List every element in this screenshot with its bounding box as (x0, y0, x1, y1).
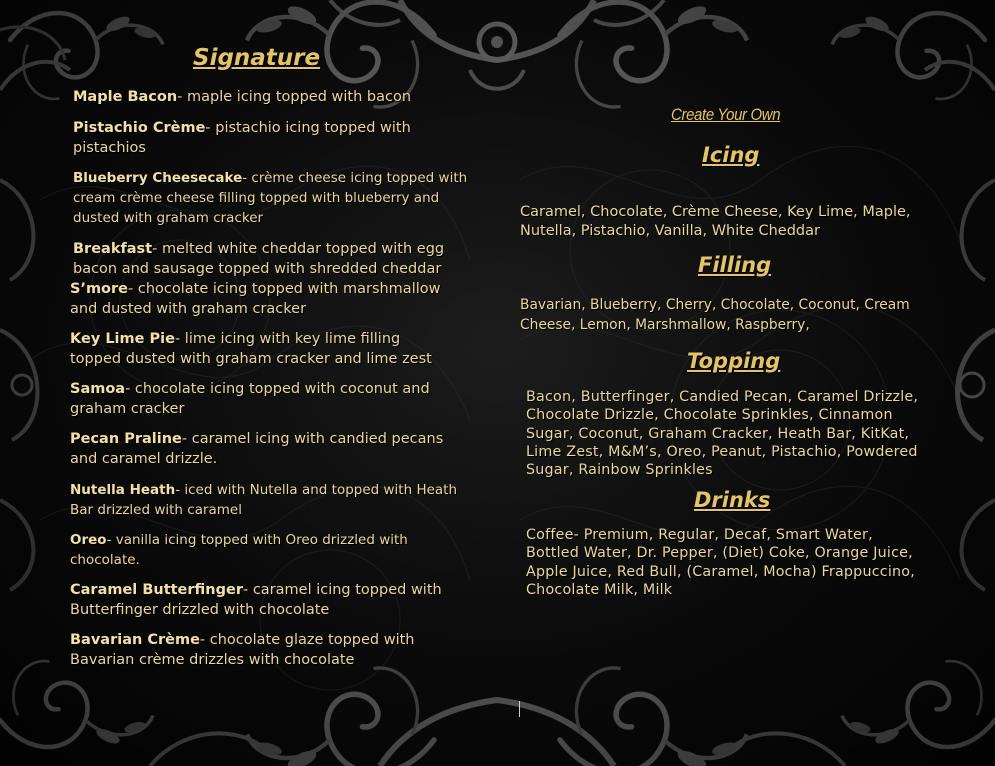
topping-line: Chocolate Drizzle, Chocolate Sprinkles, Cinnamon (526, 407, 893, 424)
filling-line: Bavarian, Blueberry, Cherry, Chocolate, Coconut, Cream (520, 297, 910, 313)
menu-item-pecan-praline (70, 429, 443, 469)
item-name: Maple Bacon (73, 89, 178, 105)
drinks-line: Apple Juice, Red Bull, (Caramel, Mocha) Frappuccino, (526, 563, 915, 580)
menu-item-oreo (70, 530, 408, 570)
item-desc-cont: cream crème cheese filling topped with blueberry and (73, 190, 440, 206)
topping-heading: Topping (687, 349, 781, 373)
item-desc-cont: graham cracker (70, 401, 185, 417)
create-your-own-title: Create Your Own (671, 105, 781, 124)
menu-item-blueberry-cheesecake (73, 168, 467, 228)
filling-heading: Filling (698, 253, 772, 277)
drinks-heading: Drinks (694, 488, 771, 512)
topping-line: Lime Zest, M&M’s, Oreo, Peanut, Pistachio, Powdered (526, 443, 918, 460)
item-desc: - crème cheese icing topped with (242, 170, 468, 186)
item-name: Oreo (70, 532, 107, 548)
item-desc-cont: Butterfinger drizzled with chocolate (70, 602, 330, 618)
item-desc-cont: topped dusted with graham cracker and lime zest (70, 351, 432, 367)
item-desc-cont: and caramel drizzle. (70, 451, 218, 467)
menu-item-key-lime-pie (70, 329, 432, 369)
filling-options (520, 295, 910, 335)
item-desc: - chocolate icing topped with coconut and (125, 381, 430, 397)
item-desc: - melted white cheddar topped with egg (152, 241, 445, 257)
item-name: Blueberry Cheesecake (73, 170, 243, 186)
icing-options (520, 203, 911, 241)
item-desc: - pistachio icing topped with (205, 120, 411, 136)
topping-line: Bacon, Butterfinger, Candied Pecan, Caramel Drizzle, (526, 389, 919, 405)
create-your-own-column (480, 0, 995, 766)
item-desc: - vanilla icing topped with Oreo drizzled with (106, 532, 408, 548)
topping-line: Sugar, Rainbow Sprinkles (526, 462, 713, 479)
drinks-line: Coffee- Premium, Regular, Decaf, Smart Water, (526, 527, 873, 543)
item-name: Bavarian Crème (70, 632, 200, 648)
item-name: Key Lime Pie (70, 331, 175, 347)
menu-item-maple-bacon (73, 87, 411, 107)
filling-line: Cheese, Lemon, Marshmallow, Raspberry, (520, 317, 810, 333)
item-desc-cont: Bar drizzled with caramel (70, 502, 242, 518)
item-desc: - chocolate glaze topped with (199, 632, 415, 648)
drinks-line: Bottled Water, Dr. Pepper, (Diet) Coke, Orange Juice, (526, 545, 913, 562)
menu-item-nutella-heath (70, 480, 457, 520)
item-name: Breakfast (73, 241, 153, 257)
item-desc: - iced with Nutella and topped with Heath (175, 482, 458, 498)
icing-line: Caramel, Chocolate, Crème Cheese, Key Lime, Maple, (520, 204, 911, 220)
item-name: Nutella Heath (70, 482, 176, 498)
drinks-options (526, 526, 915, 599)
menu-item-breakfast (73, 239, 444, 279)
item-desc: - chocolate icing topped with marshmallow (128, 281, 441, 297)
text-cursor (519, 701, 520, 717)
signature-column (0, 0, 480, 766)
topping-options (526, 388, 918, 479)
drinks-line: Chocolate Milk, Milk (526, 581, 673, 598)
menu-item-samoa (70, 379, 430, 419)
item-desc: - caramel icing topped with (242, 582, 442, 598)
item-name: Pecan Praline (70, 431, 182, 447)
item-desc: - maple icing topped with bacon (177, 89, 412, 105)
icing-heading: Icing (702, 143, 760, 167)
item-desc-cont: Bavarian crème drizzles with chocolate (70, 652, 355, 668)
signature-heading: Signature (193, 45, 321, 71)
icing-line: Nutella, Pistachio, Vanilla, White Cheddar (520, 223, 820, 239)
menu-item-caramel-butterfinger (70, 580, 442, 620)
item-name: Samoa (70, 381, 126, 397)
item-desc: - caramel icing with candied pecans (181, 431, 444, 447)
topping-line: Sugar, Coconut, Graham Cracker, Heath Bar, KitKat, (526, 425, 910, 442)
item-desc: - lime icing with key lime filling (174, 331, 401, 347)
item-desc-cont: bacon and sausage topped with shredded cheddar (73, 261, 442, 277)
item-name: Caramel Butterfinger (70, 582, 243, 598)
menu-item-pistachio-creme (73, 118, 411, 158)
item-desc-cont: and dusted with graham cracker (70, 301, 307, 317)
item-name: Pistachio Crème (73, 120, 206, 136)
item-desc-cont: chocolate. (70, 552, 140, 568)
menu-item-smore (70, 279, 440, 319)
item-name: S’more (70, 281, 129, 297)
menu-item-bavarian-creme (70, 630, 415, 670)
item-desc-cont2: dusted with graham cracker (73, 210, 264, 226)
item-desc-cont: pistachios (73, 140, 146, 156)
